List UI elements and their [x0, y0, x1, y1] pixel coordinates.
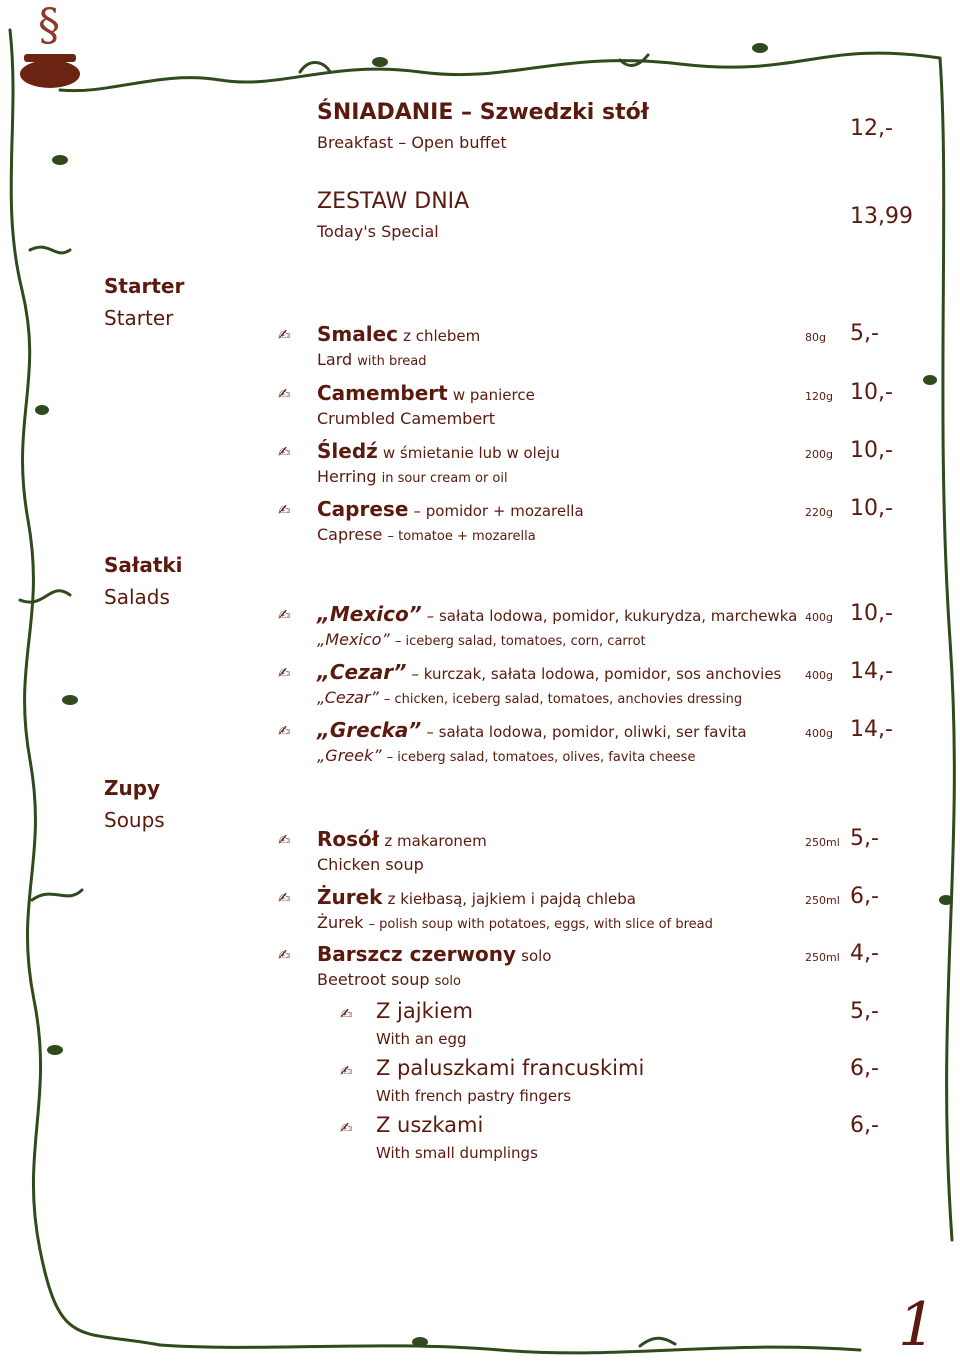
item-english-description: in sour cream or oil: [381, 471, 508, 486]
item-english-line: [317, 855, 424, 874]
item-price: 6,-: [850, 884, 879, 909]
writing-hand-icon: ✍: [278, 606, 291, 624]
option-english: With small dumplings: [376, 1144, 538, 1162]
breakfast-title: ŚNIADANIE – Szwedzki stół: [317, 100, 649, 125]
section-soups-pl: Zupy: [104, 776, 161, 800]
option-price: 6,-: [850, 1113, 879, 1138]
writing-hand-icon: ✍: [278, 385, 291, 403]
page-number: 1: [898, 1290, 937, 1360]
logo-glyph: §: [38, 0, 60, 51]
item-description: z chlebem: [403, 327, 481, 345]
option-name: Z uszkami: [376, 1113, 484, 1137]
item-price: 10,-: [850, 438, 893, 463]
item-line: [317, 381, 535, 405]
item-weight: 250ml: [805, 836, 840, 849]
item-price: 10,-: [850, 601, 893, 626]
item-name: Rosół: [317, 827, 380, 851]
option-name: Z paluszkami francuskimi: [376, 1056, 645, 1080]
writing-hand-icon: ✍: [278, 946, 291, 964]
section-salads-en: Salads: [104, 585, 170, 609]
item-english-line: [317, 913, 713, 932]
option-price: 6,-: [850, 1056, 879, 1081]
item-name: Żurek: [317, 885, 383, 909]
option-english: With an egg: [376, 1030, 467, 1048]
writing-hand-icon: ✍: [278, 664, 291, 682]
breakfast-price: 12,-: [850, 116, 893, 141]
item-description: solo: [521, 947, 552, 965]
item-weight: 250ml: [805, 951, 840, 964]
writing-hand-icon: ✍: [278, 722, 291, 740]
item-line: [317, 660, 781, 684]
item-english-line: [317, 467, 508, 486]
item-english-line: [317, 688, 742, 707]
item-english-description: with bread: [357, 354, 427, 369]
item-english-name: Herring: [317, 467, 377, 486]
section-starter-en: Starter: [104, 306, 174, 330]
item-name: Camembert: [317, 381, 448, 405]
item-english-line: [317, 746, 695, 765]
item-english-description: – polish soup with potatoes, eggs, with slice of bread: [368, 917, 713, 932]
option-english: With french pastry fingers: [376, 1087, 572, 1105]
writing-hand-icon: ✍: [278, 831, 291, 849]
item-english-description: – iceberg salad, tomatoes, corn, carrot: [394, 634, 646, 649]
writing-hand-icon: ✍: [340, 1062, 353, 1080]
logo: [14, 0, 84, 90]
item-english-line: [317, 970, 461, 989]
item-english-name: Żurek: [317, 913, 364, 932]
item-price: 5,-: [850, 321, 879, 346]
item-description: z kiełbasą, jajkiem i pajdą chleba: [387, 890, 636, 908]
section-soups-en: Soups: [104, 808, 165, 832]
item-line: [317, 942, 551, 966]
item-name: „Grecka”: [317, 718, 422, 742]
item-line: [317, 885, 636, 909]
item-name: „Cezar”: [317, 660, 407, 684]
item-line: [317, 718, 747, 742]
writing-hand-icon: ✍: [278, 443, 291, 461]
section-salads-pl: Sałatki: [104, 553, 183, 577]
item-price: 4,-: [850, 941, 879, 966]
item-english-line: [317, 630, 646, 649]
item-line: [317, 827, 487, 851]
item-english-description: – chicken, iceberg salad, tomatoes, anchovies dressing: [383, 692, 743, 707]
item-description: z makaronem: [384, 832, 487, 850]
item-name: Smalec: [317, 322, 399, 346]
breakfast-subtitle: Breakfast – Open buffet: [317, 133, 507, 152]
item-english-description: – tomatoe + mozarella: [387, 529, 536, 544]
item-description: – pomidor + mozarella: [413, 502, 584, 520]
item-price: 14,-: [850, 659, 893, 684]
item-name: Barszcz czerwony: [317, 942, 517, 966]
option-name: Z jajkiem: [376, 999, 473, 1023]
item-name: Śledź: [317, 439, 378, 463]
item-line: [317, 497, 584, 521]
special-price: 13,99: [850, 204, 913, 229]
item-english-description: – iceberg salad, tomatoes, olives, favita cheese: [386, 750, 696, 765]
item-description: w panierce: [452, 386, 535, 404]
item-weight: 220g: [805, 506, 833, 519]
writing-hand-icon: ✍: [340, 1005, 353, 1023]
item-english-name: Crumbled Camembert: [317, 409, 496, 428]
item-english-line: [317, 525, 536, 544]
item-english-name: Lard: [317, 350, 353, 369]
special-title: ZESTAW DNIA: [317, 189, 470, 214]
writing-hand-icon: ✍: [340, 1119, 353, 1137]
section-starter-pl: Starter: [104, 274, 185, 298]
item-description: w śmietanie lub w oleju: [382, 444, 560, 462]
item-description: – kurczak, sałata lodowa, pomidor, sos anchovies: [411, 665, 782, 683]
item-name: Caprese: [317, 497, 409, 521]
item-english-name: „Greek”: [317, 746, 382, 765]
item-english-name: Caprese: [317, 525, 383, 544]
item-english-line: [317, 409, 495, 428]
item-description: – sałata lodowa, pomidor, kukurydza, marchewka: [426, 607, 798, 625]
item-english-line: [317, 350, 427, 369]
item-english-name: „Mexico”: [317, 630, 390, 649]
item-line: [317, 322, 480, 346]
item-weight: 80g: [805, 331, 826, 344]
item-english-name: Chicken soup: [317, 855, 424, 874]
option-price: 5,-: [850, 999, 879, 1024]
writing-hand-icon: ✍: [278, 501, 291, 519]
item-price: 10,-: [850, 496, 893, 521]
item-price: 14,-: [850, 717, 893, 742]
item-name: „Mexico”: [317, 602, 422, 626]
item-weight: 400g: [805, 611, 833, 624]
item-weight: 250ml: [805, 894, 840, 907]
item-weight: 400g: [805, 669, 833, 682]
item-line: [317, 439, 560, 463]
item-description: – sałata lodowa, pomidor, oliwki, ser favita: [426, 723, 747, 741]
special-subtitle: Today's Special: [317, 222, 439, 241]
item-weight: 120g: [805, 390, 833, 403]
item-line: [317, 602, 797, 626]
item-weight: 400g: [805, 727, 833, 740]
item-english-description: solo: [434, 974, 461, 989]
item-price: 5,-: [850, 826, 879, 851]
writing-hand-icon: ✍: [278, 889, 291, 907]
writing-hand-icon: ✍: [278, 326, 291, 344]
item-english-name: „Cezar”: [317, 688, 379, 707]
item-price: 10,-: [850, 380, 893, 405]
item-english-name: Beetroot soup: [317, 970, 430, 989]
item-weight: 200g: [805, 448, 833, 461]
